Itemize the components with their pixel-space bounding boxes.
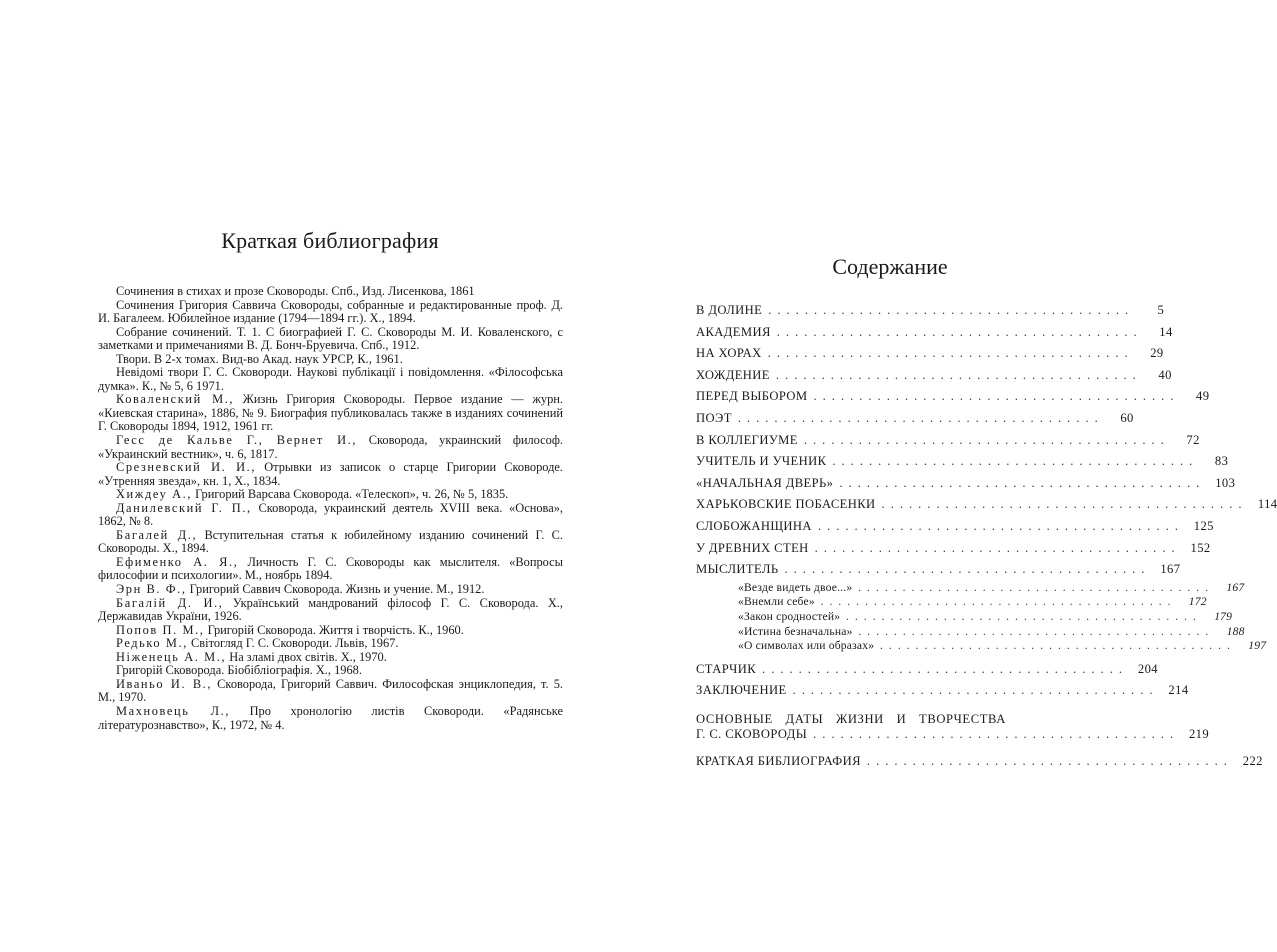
bibliography-entry: Собрание сочинений. Т. 1. С биографией Г. С. Сковороды М. И. Коваленского, с заметками и примечаниями В. Д. Бонч-Бруевича. Спб., 1912. [98, 326, 563, 353]
toc-leader-dots: ........................................ [768, 300, 1134, 322]
toc-entry[interactable] [696, 386, 1081, 408]
bibliography-entry: Попов П. М., Григорій Сковорода. Життя і творчість. К., 1960. [98, 624, 563, 638]
toc-page-number: 60 [1110, 408, 1134, 430]
toc-entry[interactable] [696, 610, 1081, 625]
toc-page-number: 40 [1148, 365, 1172, 387]
bibliography-entry: Хиждеу А., Григорий Варсава Сковорода. «Телескоп», ч. 26, № 5, 1835. [98, 488, 563, 502]
bibliography-entry: Григорій Сковорода. Біобібліографія. Х., 1968. [98, 664, 563, 678]
toc-leader-dots: ........................................ [777, 322, 1143, 344]
toc-leader-dots: ........................................ [804, 430, 1170, 452]
toc-entry-label: НА ХОРАХ [696, 343, 762, 365]
toc-entry[interactable] [696, 680, 1081, 702]
toc-entry[interactable] [696, 538, 1081, 560]
bibliography-entry: Невідомі твори Г. С. Сковороди. Наукові публікації і повідомлення. «Філософська думка». К., № 5, 6 1971. [98, 366, 563, 393]
toc-entry[interactable] [696, 322, 1081, 344]
toc-page-number: 167 [1220, 581, 1244, 596]
toc-entry[interactable] [696, 430, 1081, 452]
toc-leader-dots: ........................................ [839, 473, 1205, 495]
bibliography-entry: Гесс де Кальве Г., Вернет И., Сковорода, украинский философ. «Украинский вестник», ч. 6, 1817. [98, 434, 563, 461]
toc-page-number: 49 [1185, 386, 1209, 408]
toc-entry[interactable] [696, 625, 1081, 640]
toc-leader-dots: ........................................ [762, 659, 1128, 681]
right-page [600, 0, 1200, 952]
bibliography-entry: Ніженець А. М., На зламі двох світів. Х., 1970. [98, 651, 563, 665]
toc-page-number: 172 [1183, 595, 1207, 610]
bibliography-entry: Махновець Л., Про хронологію листів Сковороди. «Радянське літературознавство», К., 1972, № 4. [98, 705, 563, 732]
toc-entry-label: АКАДЕМИЯ [696, 322, 771, 344]
toc-entry[interactable] [696, 639, 1081, 654]
toc-entry-dates-line2-row [696, 727, 1081, 742]
toc-entry-label: «Закон сродностей» [738, 610, 840, 625]
toc-page-number: 114 [1253, 494, 1277, 516]
toc-entry-dates-line1: ОСНОВНЫЕ ДАТЫ ЖИЗНИ И ТВОРЧЕСТВА [696, 712, 1081, 727]
bibliography-entry: Багалей Д., Вступительная статья к юбилейному изданию сочинений Г. С. Сковороды. Х., 1894. [98, 529, 563, 556]
toc-entry[interactable] [696, 365, 1081, 387]
contents-title: Содержание [800, 254, 980, 280]
toc-entry-dates[interactable] [696, 712, 1081, 742]
bibliography-entry: Редько М., Світогляд Г. С. Сковороди. Львів, 1967. [98, 637, 563, 651]
toc-page-number: 219 [1185, 727, 1209, 742]
toc-entry[interactable] [696, 451, 1081, 473]
toc-leader-dots: ........................................ [815, 538, 1181, 560]
toc-entry-label: «Везде видеть двое...» [738, 581, 852, 596]
toc-entry[interactable] [696, 494, 1081, 516]
toc-leader-dots: ........................................ [867, 754, 1233, 769]
toc-page-number: 179 [1208, 610, 1232, 625]
toc-entry-label: В КОЛЛЕГИУМЕ [696, 430, 798, 452]
toc-entry[interactable] [696, 408, 1081, 430]
toc-leader-dots: ........................................ [832, 451, 1198, 473]
toc-leader-dots: ........................................ [813, 727, 1179, 742]
toc-page-number: 29 [1140, 343, 1164, 365]
toc-leader-dots: ........................................ [859, 625, 1215, 640]
toc-entry-label: Г. С. СКОВОРОДЫ [696, 727, 807, 742]
toc-entry-label: ХОЖДЕНИЕ [696, 365, 770, 387]
toc-page-number: 72 [1176, 430, 1200, 452]
toc-entry-label: ПОЭТ [696, 408, 732, 430]
toc-page-number: 5 [1140, 300, 1164, 322]
toc-entry[interactable] [696, 516, 1081, 538]
toc-page-number: 83 [1204, 451, 1228, 473]
toc-leader-dots: ........................................ [738, 408, 1104, 430]
toc-page-number: 103 [1211, 473, 1235, 495]
toc-entry-label: «Истина безначальна» [738, 625, 853, 640]
toc-leader-dots: ........................................ [858, 581, 1214, 596]
toc-entry-bibliography[interactable] [696, 754, 1081, 769]
toc-entry-label: ХАРЬКОВСКИЕ ПОБАСЕНКИ [696, 494, 876, 516]
bibliography-entry: Коваленский М., Жизнь Григория Сковороды. Первое издание — журн. «Киевская старина», 1886, № 9. Биография публиковалась также в изданиях сочинений Г. Сковороды 1894, 1912, 1961 гг. [98, 393, 563, 434]
toc-page-number: 222 [1239, 754, 1263, 769]
toc-leader-dots: ........................................ [818, 516, 1184, 538]
bibliography-entry: Твори. В 2-х томах. Вид-во Акад. наук УРСР, К., 1961. [98, 353, 563, 367]
bibliography-entry: Эрн В. Ф., Григорий Саввич Сковорода. Жизнь и учение. М., 1912. [98, 583, 563, 597]
bibliography-entry: Сочинения в стихах и прозе Сковороды. Спб., Изд. Лисенкова, 1861 [98, 285, 563, 299]
bibliography-title: Краткая библиография [110, 228, 550, 254]
toc-entry[interactable] [696, 473, 1081, 495]
toc-leader-dots: ........................................ [785, 559, 1151, 581]
toc-entry-label: СЛОБОЖАНЩИНА [696, 516, 812, 538]
toc-entry-label: ЗАКЛЮЧЕНИЕ [696, 680, 787, 702]
toc-page-number: 188 [1221, 625, 1245, 640]
left-page [0, 0, 600, 952]
toc-leader-dots: ........................................ [776, 365, 1142, 387]
toc-entry-label: КРАТКАЯ БИБЛИОГРАФИЯ [696, 754, 861, 769]
bibliography-entry: Сочинения Григория Саввича Сковороды, собранные и редактированные проф. Д. И. Багалеем. Юбилейное издание (1794—1894 гг.). Х., 1894. [98, 299, 563, 326]
toc-leader-dots: ........................................ [768, 343, 1134, 365]
bibliography-entry: Срезневский И. И., Отрывки из записок о старце Григории Сковороде. «Утренняя звезда», кн. 1, Х., 1834. [98, 461, 563, 488]
toc-entry[interactable] [696, 343, 1081, 365]
toc-entry-label: В ДОЛИНЕ [696, 300, 762, 322]
toc-entry-label: ПЕРЕД ВЫБОРОМ [696, 386, 808, 408]
toc-leader-dots: ........................................ [880, 639, 1236, 654]
toc-leader-dots: ........................................ [793, 680, 1159, 702]
toc-entry[interactable] [696, 595, 1081, 610]
toc-page-number: 204 [1134, 659, 1158, 681]
toc-page-number: 197 [1242, 639, 1266, 654]
toc-entry-label: УЧИТЕЛЬ И УЧЕНИК [696, 451, 826, 473]
toc-entry-label: «О символах или образах» [738, 639, 874, 654]
table-of-contents [696, 300, 1081, 769]
toc-entry-label: «Внемли себе» [738, 595, 815, 610]
toc-page-number: 152 [1187, 538, 1211, 560]
bibliography-entry: Багалій Д. И., Український мандрований філософ Г. С. Сковорода. Х., Державидав України, 1926. [98, 597, 563, 624]
bibliography-entry: Данилевский Г. П., Сковорода, украинский деятель XVIII века. «Основа», 1862, № 8. [98, 502, 563, 529]
toc-entry[interactable] [696, 581, 1081, 596]
bibliography-entry: Ефименко А. Я., Личность Г. С. Сковороды как мыслителя. «Вопросы философии и психологии». М., ноябрь 1894. [98, 556, 563, 583]
toc-entry[interactable] [696, 659, 1081, 681]
toc-page-number: 14 [1149, 322, 1173, 344]
toc-leader-dots: ........................................ [846, 610, 1202, 625]
toc-leader-dots: ........................................ [814, 386, 1180, 408]
toc-entry-label: «НАЧАЛЬНАЯ ДВЕРЬ» [696, 473, 833, 495]
toc-page-number: 125 [1190, 516, 1214, 538]
toc-leader-dots: ........................................ [821, 595, 1177, 610]
toc-page-number: 167 [1156, 559, 1180, 581]
toc-entry-label: СТАРЧИК [696, 659, 756, 681]
toc-entry[interactable] [696, 559, 1081, 581]
toc-entry-label: У ДРЕВНИХ СТЕН [696, 538, 809, 560]
toc-entry[interactable] [696, 300, 1081, 322]
bibliography-entry: Иваньо И. В., Сковорода, Григорий Саввич. Философская энциклопедия, т. 5. М., 1970. [98, 678, 563, 705]
toc-entry-label: МЫСЛИТЕЛЬ [696, 559, 779, 581]
toc-page-number: 214 [1165, 680, 1189, 702]
toc-leader-dots: ........................................ [882, 494, 1248, 516]
bibliography-list [98, 285, 563, 732]
